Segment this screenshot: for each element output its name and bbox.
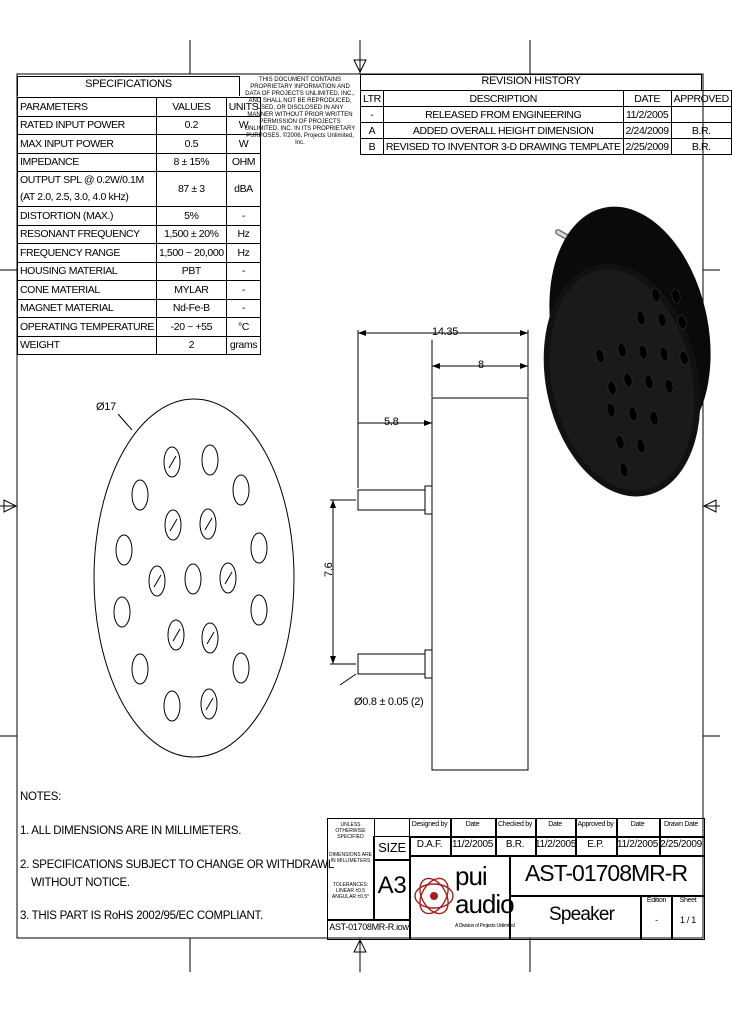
sound-hole (251, 533, 267, 563)
sound-hole (132, 480, 148, 510)
approval-value: D.A.F. (416, 839, 443, 850)
sound-hole-mark (154, 575, 161, 587)
tolerance-note-1: UNLESS OTHERWISE SPECIFIED (335, 822, 366, 840)
revision-header-approved: APPROVED (671, 91, 731, 107)
approval-header: Date (548, 821, 562, 828)
spec-row (18, 207, 261, 226)
spec-param: CONE MATERIAL (18, 281, 157, 300)
logo-tagline: A Division of Projects Unlimited (455, 923, 515, 929)
revision-row (361, 123, 732, 139)
sound-hole-mark (225, 572, 232, 584)
specifications-title: SPECIFICATIONS (85, 78, 172, 90)
dim-pin-diameter: Ø0.8 ± 0.05 (2) (354, 696, 424, 708)
spec-header-units: UNITS (226, 98, 261, 117)
spec-value: PBT (156, 262, 226, 281)
revision-row (361, 139, 732, 155)
sound-hole-mark (170, 519, 177, 531)
spec-unit: - (226, 207, 261, 226)
dim-pin-offset: 5.8 (384, 416, 399, 428)
logo-text-pui: pui (455, 861, 487, 891)
dim-body-length: 8 (478, 359, 484, 371)
spec-value: 87 ± 3 (156, 172, 226, 207)
approval-header: Date (465, 821, 480, 828)
spec-param: RATED INPUT POWER (18, 116, 157, 135)
revision-date: 2/25/2009 (623, 139, 671, 155)
spec-unit: - (226, 262, 261, 281)
spec-value: 2 (156, 336, 226, 355)
revision-ltr: A (361, 123, 384, 139)
sound-hole (164, 691, 180, 721)
sound-hole (233, 475, 249, 505)
note-2-cont: WITHOUT NOTICE. (31, 877, 130, 889)
sheet-label: Sheet (679, 897, 697, 904)
sound-hole (132, 654, 148, 684)
spec-unit: °C (226, 318, 261, 337)
spec-unit: grams (226, 336, 261, 355)
spec-unit: W (226, 135, 261, 154)
spec-value: MYLAR (156, 281, 226, 300)
revision-header-description: DESCRIPTION (383, 91, 623, 107)
part-number: AST-01708MR-R (524, 860, 688, 886)
edition-label: Edition (646, 897, 667, 904)
note-3: 3. THIS PART IS RoHS 2002/95/EC COMPLIANT. (20, 910, 263, 922)
sound-hole (251, 595, 267, 625)
revision-description: REVISED TO INVENTOR 3-D DRAWING TEMPLATE (383, 139, 623, 155)
spec-value: Nd-Fe-B (156, 299, 226, 318)
approval-header: Drawn Date (664, 821, 698, 828)
tolerance-note-2: DIMENSIONS ARE IN MILLIMETERS (328, 852, 373, 864)
revision-title-cell (360, 74, 702, 91)
sound-hole-mark (205, 518, 212, 530)
spec-param-line1: OUTPUT SPL @ 0.2W/0.1M (20, 174, 144, 186)
sound-hole (233, 653, 249, 683)
revision-approved: B.R. (671, 139, 731, 155)
approval-header: Designed by (411, 821, 448, 828)
proprietary-notice: THIS DOCUMENT CONTAINS PROPRIETARY INFORMATION AND DATA OF PROJECTS UNLIMITED, INC., AND SHALL NOT BE REPRODUCED, USED, OR DISCLOSED IN ANY MANNER WITHOUT PRIOR WRITTEN PERMISSION OF PROJECTS UNLIMITED, INC. IN ITS PROPRIETARY PURPOSES. ©2006, Projects Unlimited, Inc. (244, 77, 356, 146)
spec-row (18, 135, 261, 154)
part-description: Speaker (549, 904, 615, 925)
specifications-table (17, 97, 261, 355)
spec-value: 5% (156, 207, 226, 226)
spec-value: 0.5 (156, 135, 226, 154)
specifications-title-cell (17, 76, 240, 96)
revision-date: 11/2/2005 (623, 107, 671, 123)
file-name: AST-01708MR-R.iow (329, 922, 409, 932)
spec-value: -20 ~ +55 (156, 318, 226, 337)
spec-param: DISTORTION (MAX.) (18, 207, 157, 226)
pui-logo-icon (413, 858, 455, 934)
approval-value: B.R. (505, 839, 525, 850)
spec-row (18, 172, 261, 207)
sound-hole-mark (207, 632, 214, 644)
spec-header-row (18, 98, 261, 117)
spec-row (18, 318, 261, 337)
spec-header-values: VALUES (156, 98, 226, 117)
approval-value: 2/25/2009 (660, 839, 702, 850)
spec-value: 0.2 (156, 116, 226, 135)
approval-value: 11/2/2005 (616, 839, 659, 850)
approval-header: Checked by (498, 821, 532, 828)
revision-history-title: REVISION HISTORY (481, 75, 581, 87)
revision-header-date: DATE (623, 91, 671, 107)
sheet-value: 1 / 1 (679, 915, 696, 925)
spec-param: MAX INPUT POWER (18, 135, 157, 154)
spec-row (18, 262, 261, 281)
spec-value: 1,500 ~ 20,000 (156, 244, 226, 263)
approval-header: Date (630, 821, 645, 828)
revision-header-ltr: LTR (361, 91, 384, 107)
revision-row (361, 107, 732, 123)
dim-overall-length: 14.35 (432, 326, 459, 338)
spec-unit: W (226, 116, 261, 135)
tolerance-note-3: TOLERANCES: LINEAR ±0.5 ANGULAR ±0.5° (331, 882, 370, 900)
edition-value: - (655, 915, 658, 925)
spec-row (18, 336, 261, 355)
speaker-3d-render (523, 192, 732, 512)
speaker-front-outline (94, 399, 294, 757)
spec-row (18, 281, 261, 300)
sound-hole-mark (169, 456, 176, 468)
spec-param (18, 172, 157, 207)
sound-holes (114, 445, 267, 721)
dimension-arrows (330, 330, 528, 664)
spec-unit: dBA (226, 172, 261, 207)
spec-unit: - (226, 299, 261, 318)
revision-header-row (361, 91, 732, 107)
spec-param: OPERATING TEMPERATURE (18, 318, 157, 337)
size-value: A3 (377, 872, 407, 899)
spec-param-line2: (AT 2.0, 2.5, 3.0, 4.0 kHz) (20, 191, 129, 203)
spec-param: HOUSING MATERIAL (18, 262, 157, 281)
notes-title: NOTES: (20, 791, 62, 803)
spec-unit: Hz (226, 244, 261, 263)
revision-description: ADDED OVERALL HEIGHT DIMENSION (383, 123, 623, 139)
spec-param: MAGNET MATERIAL (18, 299, 157, 318)
spec-value: 8 ± 15% (156, 153, 226, 172)
revision-ltr: B (361, 139, 384, 155)
revision-description: RELEASED FROM ENGINEERING (383, 107, 623, 123)
spec-row (18, 244, 261, 263)
spec-param: IMPEDANCE (18, 153, 157, 172)
revision-approved: B.R. (671, 123, 731, 139)
sound-hole (202, 445, 218, 475)
spec-header-parameters: PARAMETERS (18, 98, 157, 117)
spec-unit: Hz (226, 225, 261, 244)
revision-ltr: - (361, 107, 384, 123)
spec-value: 1,500 ± 20% (156, 225, 226, 244)
approval-header: Approved by (577, 821, 614, 828)
sound-hole (116, 535, 132, 565)
sound-hole-mark (206, 698, 213, 710)
dim-diameter: Ø17 (96, 401, 116, 413)
note-2: 2. SPECIFICATIONS SUBJECT TO CHANGE OR WITHDRAWL (20, 859, 335, 871)
spec-param: RESONANT FREQUENCY (18, 225, 157, 244)
spec-row (18, 225, 261, 244)
spec-param: FREQUENCY RANGE (18, 244, 157, 263)
spec-row (18, 116, 261, 135)
note-1: 1. ALL DIMENSIONS ARE IN MILLIMETERS. (20, 825, 242, 837)
approval-value: 11/2/2005 (451, 839, 494, 850)
spec-param: WEIGHT (18, 336, 157, 355)
spec-row (18, 153, 261, 172)
approval-value: 11/2/2005 (535, 839, 577, 850)
revision-history-table (360, 90, 732, 155)
spec-unit: - (226, 281, 261, 300)
sound-hole-mark (173, 629, 180, 641)
sound-hole (114, 597, 130, 627)
spec-unit: OHM (226, 153, 261, 172)
spec-row (18, 299, 261, 318)
revision-date: 2/24/2009 (623, 123, 671, 139)
size-label: SIZE (378, 840, 406, 855)
approval-value: E.P. (587, 839, 604, 850)
dim-pin-spacing: 7.6 (323, 562, 335, 577)
logo-text-audio: audio (455, 889, 514, 919)
sound-hole (185, 564, 201, 594)
revision-approved (671, 107, 731, 123)
